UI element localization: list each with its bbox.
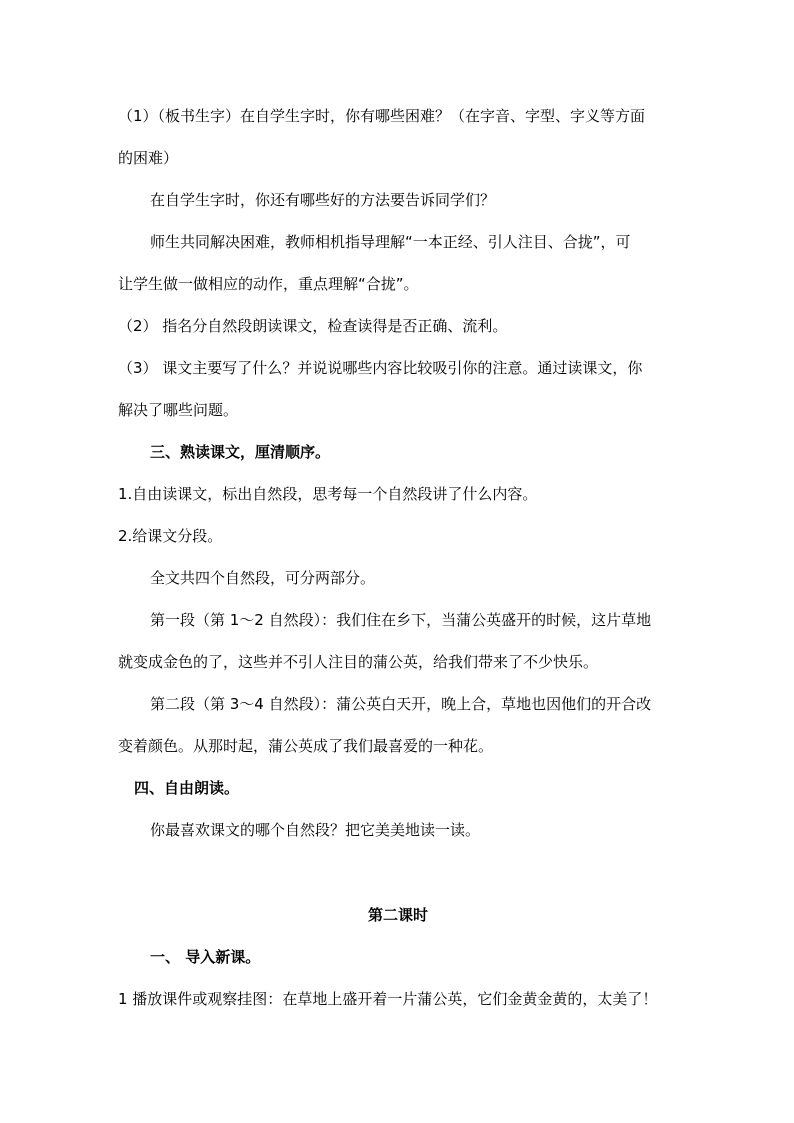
section-heading: 四、自由朗读。 (134, 779, 240, 797)
paragraph-line: 第一段（第 1～2 自然段）：我们住在乡下，当蒲公英盛开的时候，这片草地 (150, 611, 652, 629)
paragraph-line: 的困难） (118, 149, 179, 167)
paragraph-line: 师生共同解决困难，教师相机指导理解“一本正经、引人注目、合拢”，可 (150, 233, 631, 251)
lesson-title: 第二课时 (367, 906, 428, 924)
paragraph-line: 1.自由读课文，标出自然段，思考每一个自然段讲了什么内容。 (118, 485, 538, 503)
paragraph-line: 解决了哪些问题。 (118, 401, 239, 419)
paragraph-line: （3） 课文主要写了什么？并说说哪些内容比较吸引你的注意。通过读课文，你 (118, 359, 643, 377)
paragraph-line: 就变成金色的了，这些并不引人注目的蒲公英，给我们带来了不少快乐。 (118, 653, 599, 671)
paragraph-line: 第二段（第 3～4 自然段）：蒲公英白天开，晚上合，草地也因他们的开合改 (150, 695, 652, 713)
paragraph-line: 你最喜欢课文的哪个自然段？把它美美地读一读。 (150, 821, 481, 839)
paragraph-line: 2.给课文分段。 (118, 527, 223, 545)
paragraph-line: （1）（板书生字）在自学生字时，你有哪些困难？（在字音、字型、字义等方面 (118, 107, 646, 125)
paragraph-line: 让学生做一做相应的动作，重点理解“合拢”。 (118, 275, 419, 293)
paragraph-line: （2） 指名分自然段朗读课文，检查读得是否正确、流利。 (118, 317, 508, 335)
paragraph-line: 全文共四个自然段，可分两部分。 (150, 569, 376, 587)
section-heading: 一、 导入新课。 (150, 948, 261, 966)
paragraph-line: 在自学生字时，你还有哪些好的方法要告诉同学们？ (150, 191, 496, 209)
section-heading: 三、熟读课文，厘清顺序。 (150, 443, 331, 461)
paragraph-line: 变着颜色。从那时起，蒲公英成了我们最喜爱的一种花。 (118, 737, 494, 755)
paragraph-line: 1 播放课件或观察挂图：在草地上盛开着一片蒲公英，它们金黄金黄的，太美了！ (118, 990, 658, 1008)
